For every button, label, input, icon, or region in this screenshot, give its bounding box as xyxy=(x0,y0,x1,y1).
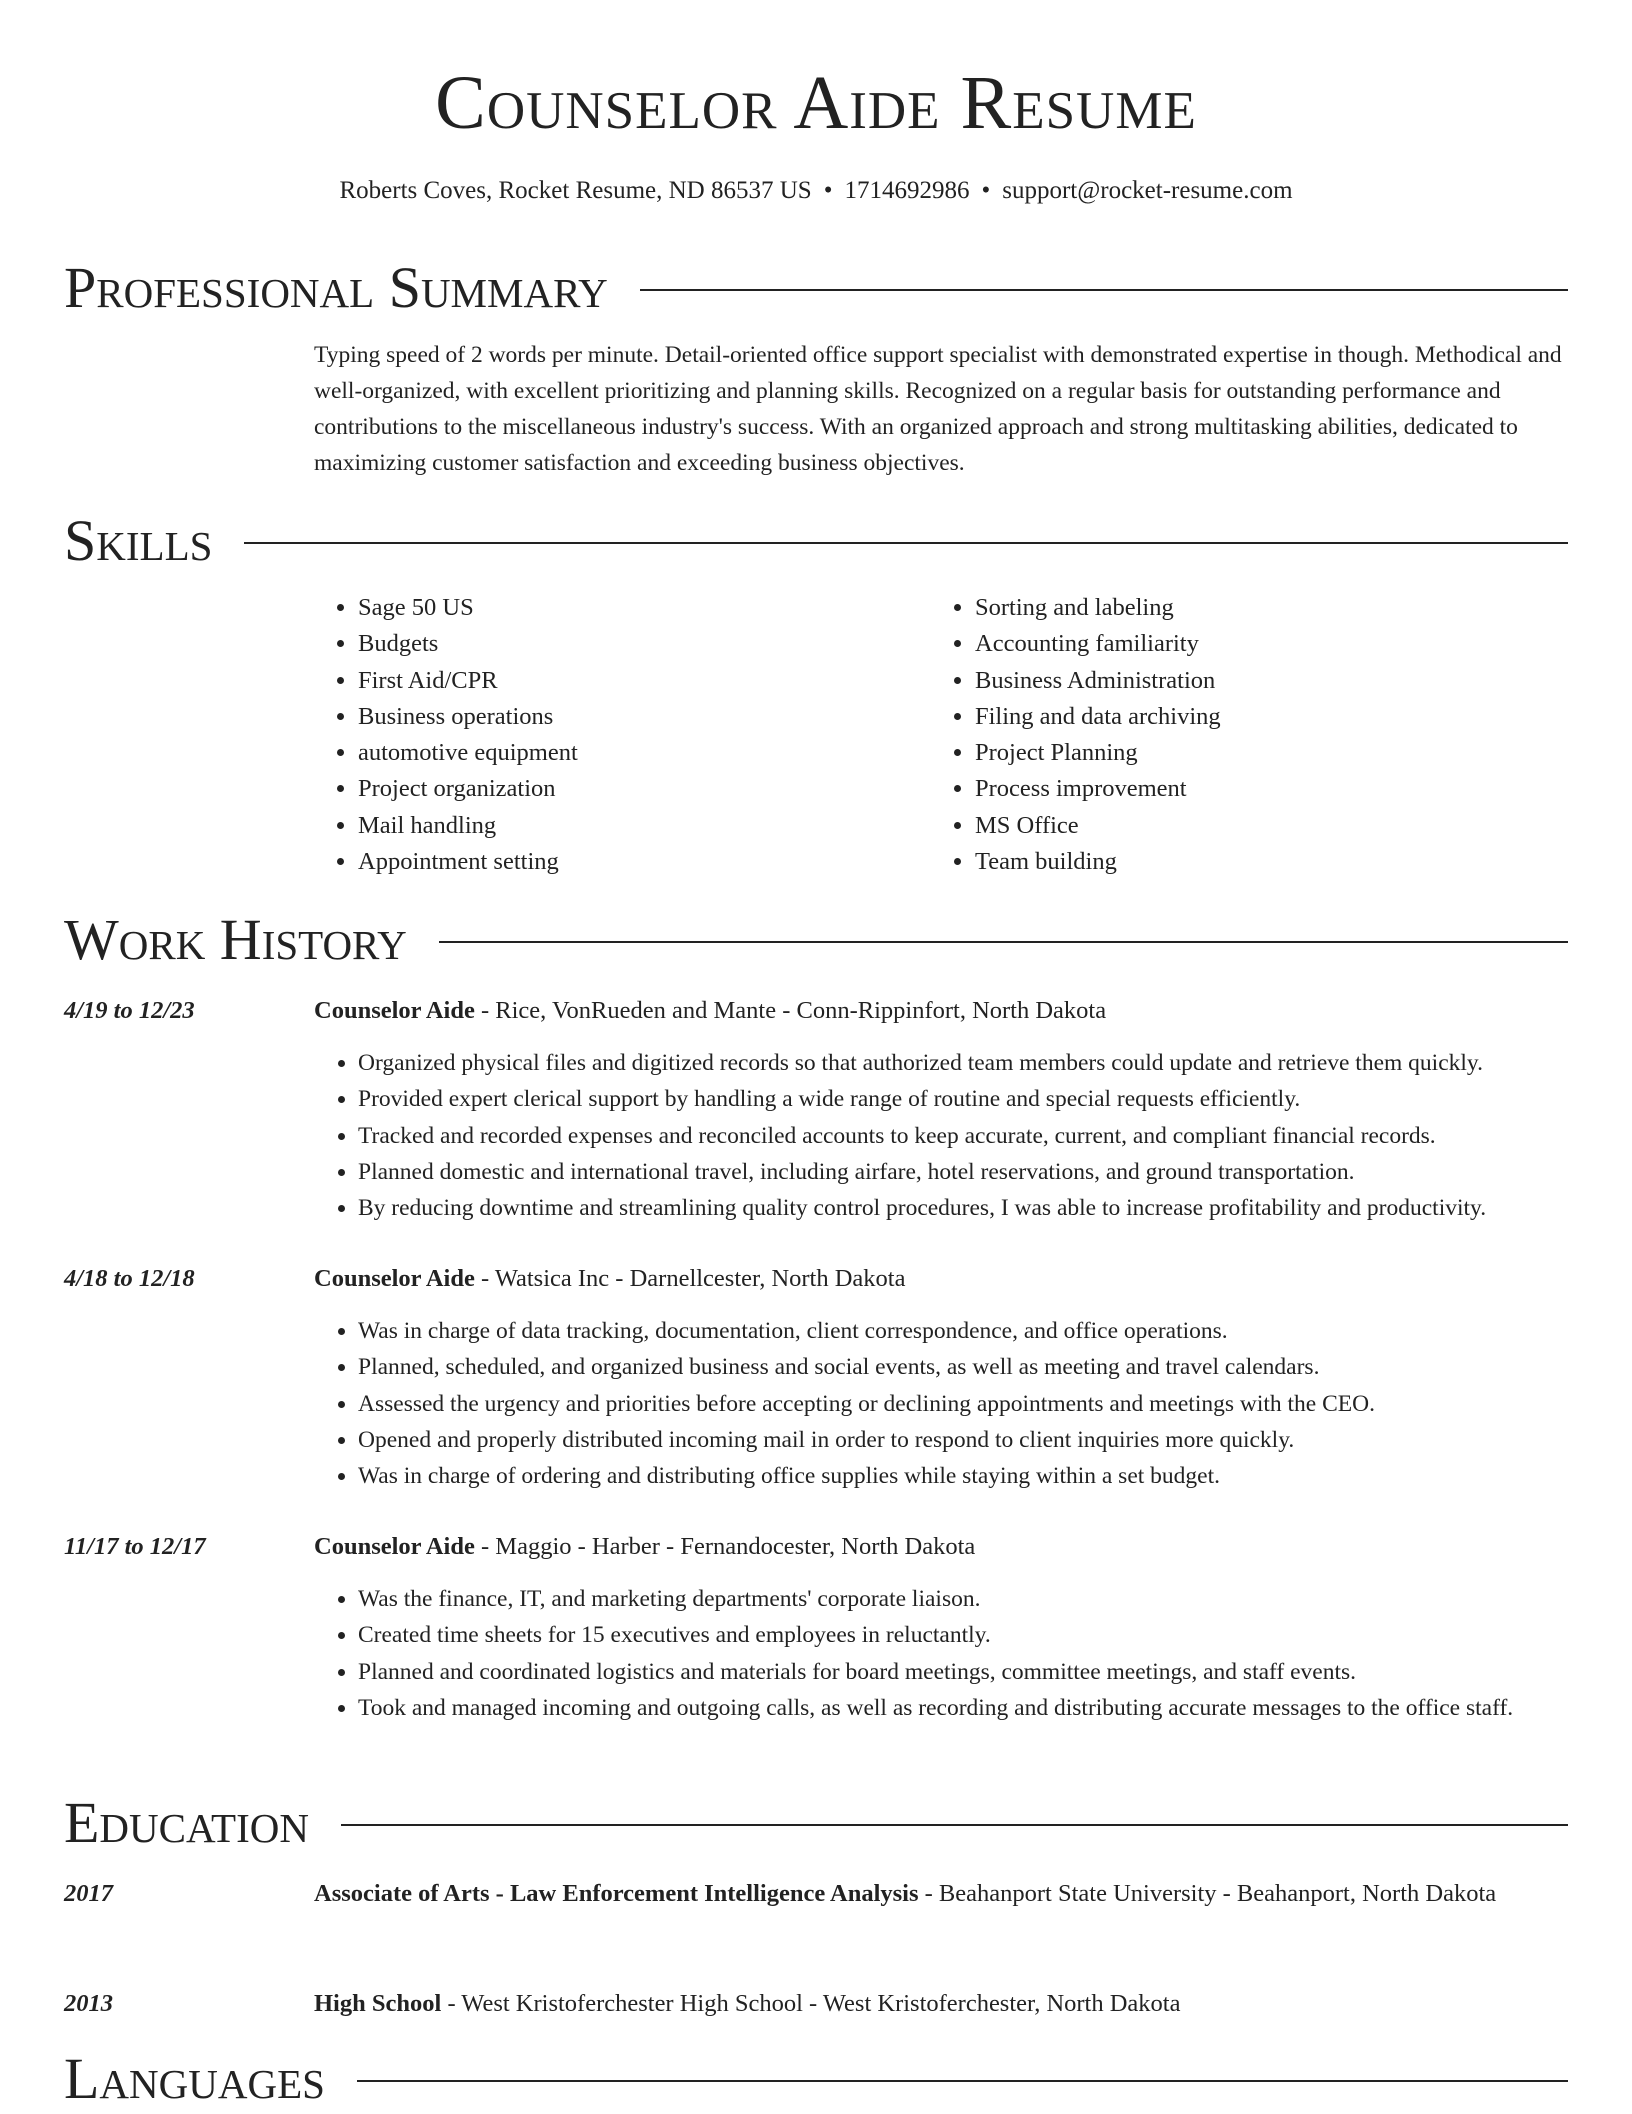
job-dates: 4/19 to 12/23 xyxy=(64,997,195,1024)
job-bullets xyxy=(314,1581,1620,1726)
education-degree: High School xyxy=(314,1990,442,2017)
job-bullet: • Was in charge of ordering and distributing office supplies while staying within a set budget. xyxy=(358,1458,1620,1494)
section-divider xyxy=(244,542,1568,544)
skill-item: • Process improvement xyxy=(975,771,1575,807)
skill-item: • Mail handling xyxy=(358,808,918,844)
job-employer-location: - Maggio - Harber - Fernandocester, North Dakota xyxy=(474,1533,976,1560)
skill-item: • Sorting and labeling xyxy=(975,590,1575,626)
skill-item: • Team building xyxy=(975,844,1575,880)
skill-item: • Business operations xyxy=(358,699,918,735)
skill-item: • Project Planning xyxy=(975,735,1575,771)
section-title-skills: Skills xyxy=(64,508,213,573)
job-bullet: • Opened and properly distributed incoming mail in order to respond to client inquiries more quickly. xyxy=(358,1422,1620,1458)
section-title-summary: Professional Summary xyxy=(64,255,608,320)
section-divider xyxy=(439,941,1568,943)
skill-item: • automotive equipment xyxy=(358,735,918,771)
section-title-education: Education xyxy=(64,1790,309,1855)
job-bullet: • Planned, scheduled, and organized business and social events, as well as meeting and travel calendars. xyxy=(358,1349,1620,1385)
education-entry xyxy=(314,1875,1576,1913)
contact-separator: • xyxy=(823,177,833,204)
job-employer-location: - Watsica Inc - Darnellcester, North Dakota xyxy=(474,1265,906,1292)
section-divider xyxy=(640,289,1568,291)
job-bullet: • Assessed the urgency and priorities before accepting or declining appointments and meetings with the CEO. xyxy=(358,1386,1620,1422)
job-dates: 11/17 to 12/17 xyxy=(64,1533,206,1560)
education-year: 2013 xyxy=(64,1990,113,2017)
contact-phone: 1714692986 xyxy=(844,177,970,204)
skill-item: • Business Administration xyxy=(975,663,1575,699)
skill-item: • Budgets xyxy=(358,626,918,662)
education-school-location: - Beahanport State University - Beahanport, North Dakota xyxy=(918,1880,1497,1907)
job-heading xyxy=(314,1260,1576,1298)
job-heading xyxy=(314,1528,1576,1566)
job-bullet: • Created time sheets for 15 executives and employees in reluctantly. xyxy=(358,1617,1620,1653)
job-bullet: • Provided expert clerical support by handling a wide range of routine and special requests efficiently. xyxy=(358,1081,1620,1117)
skill-item: • Accounting familiarity xyxy=(975,626,1575,662)
contact-email: support@rocket-resume.com xyxy=(1002,177,1293,204)
section-title-languages: Languages xyxy=(64,2046,325,2111)
skill-item: • Appointment setting xyxy=(358,844,918,880)
education-degree: Associate of Arts - Law Enforcement Intelligence Analysis xyxy=(314,1880,919,1907)
section-divider xyxy=(341,1824,1568,1826)
job-bullet: • Was the finance, IT, and marketing departments' corporate liaison. xyxy=(358,1581,1620,1617)
skill-item: • First Aid/CPR xyxy=(358,663,918,699)
skills-list-left xyxy=(314,590,918,880)
contact-separator: • xyxy=(981,177,991,204)
skill-item: • Sage 50 US xyxy=(358,590,918,626)
section-header-summary xyxy=(64,253,1568,323)
job-bullet: • Planned domestic and international travel, including airfare, hotel reservations, and ground transportation. xyxy=(358,1154,1620,1190)
education-year: 2017 xyxy=(64,1880,113,1907)
job-bullet: • Was in charge of data tracking, documentation, client correspondence, and office operations. xyxy=(358,1313,1620,1349)
section-divider xyxy=(357,2080,1568,2082)
job-bullets xyxy=(314,1313,1620,1494)
education-school-location: - West Kristoferchester High School - West Kristoferchester, North Dakota xyxy=(441,1990,1181,2017)
job-title: Counselor Aide xyxy=(314,1533,475,1560)
skill-item: • Project organization xyxy=(358,771,918,807)
job-bullet: • Planned and coordinated logistics and materials for board meetings, committee meetings, and staff events. xyxy=(358,1654,1620,1690)
education-entry xyxy=(314,1985,1576,2023)
section-header-education xyxy=(64,1788,1568,1858)
section-header-skills xyxy=(64,506,1568,576)
job-employer-location: - Rice, VonRueden and Mante - Conn-Rippinfort, North Dakota xyxy=(474,997,1107,1024)
job-heading xyxy=(314,992,1576,1030)
summary-paragraph: Typing speed of 2 words per minute. Detail-oriented office support specialist with demonstrated expertise in though. Methodical and well-organized, with excellent prioritizing and planning skills. Recognized on a regular basis for outstanding performance and contributions to the miscellaneous industry's success. With an organized approach and strong multitasking abilities, dedicated to maximizing customer satisfaction and exceeding business objectives. xyxy=(314,342,1562,476)
skills-list-right xyxy=(931,590,1575,880)
job-dates: 4/18 to 12/18 xyxy=(64,1265,195,1292)
job-title: Counselor Aide xyxy=(314,997,475,1024)
skill-item: • Filing and data archiving xyxy=(975,699,1575,735)
contact-line xyxy=(0,173,1632,209)
section-header-languages xyxy=(64,2044,1568,2114)
resume-title: Counselor Aide Resume xyxy=(435,61,1197,145)
job-bullet: • Took and managed incoming and outgoing calls, as well as recording and distributing accurate messages to the office staff. xyxy=(358,1690,1620,1726)
contact-address: Roberts Coves, Rocket Resume, ND 86537 US xyxy=(339,177,812,204)
section-title-work: Work History xyxy=(64,907,407,972)
skill-item: • MS Office xyxy=(975,808,1575,844)
job-bullet: • Organized physical files and digitized records so that authorized team members could update and retrieve them quickly. xyxy=(358,1045,1620,1081)
section-header-work xyxy=(64,905,1568,975)
job-bullet: • By reducing downtime and streamlining quality control procedures, I was able to increase profitability and productivity. xyxy=(358,1190,1620,1226)
job-bullet: • Tracked and recorded expenses and reconciled accounts to keep accurate, current, and compliant financial records. xyxy=(358,1118,1620,1154)
job-bullets xyxy=(314,1045,1620,1226)
job-title: Counselor Aide xyxy=(314,1265,475,1292)
